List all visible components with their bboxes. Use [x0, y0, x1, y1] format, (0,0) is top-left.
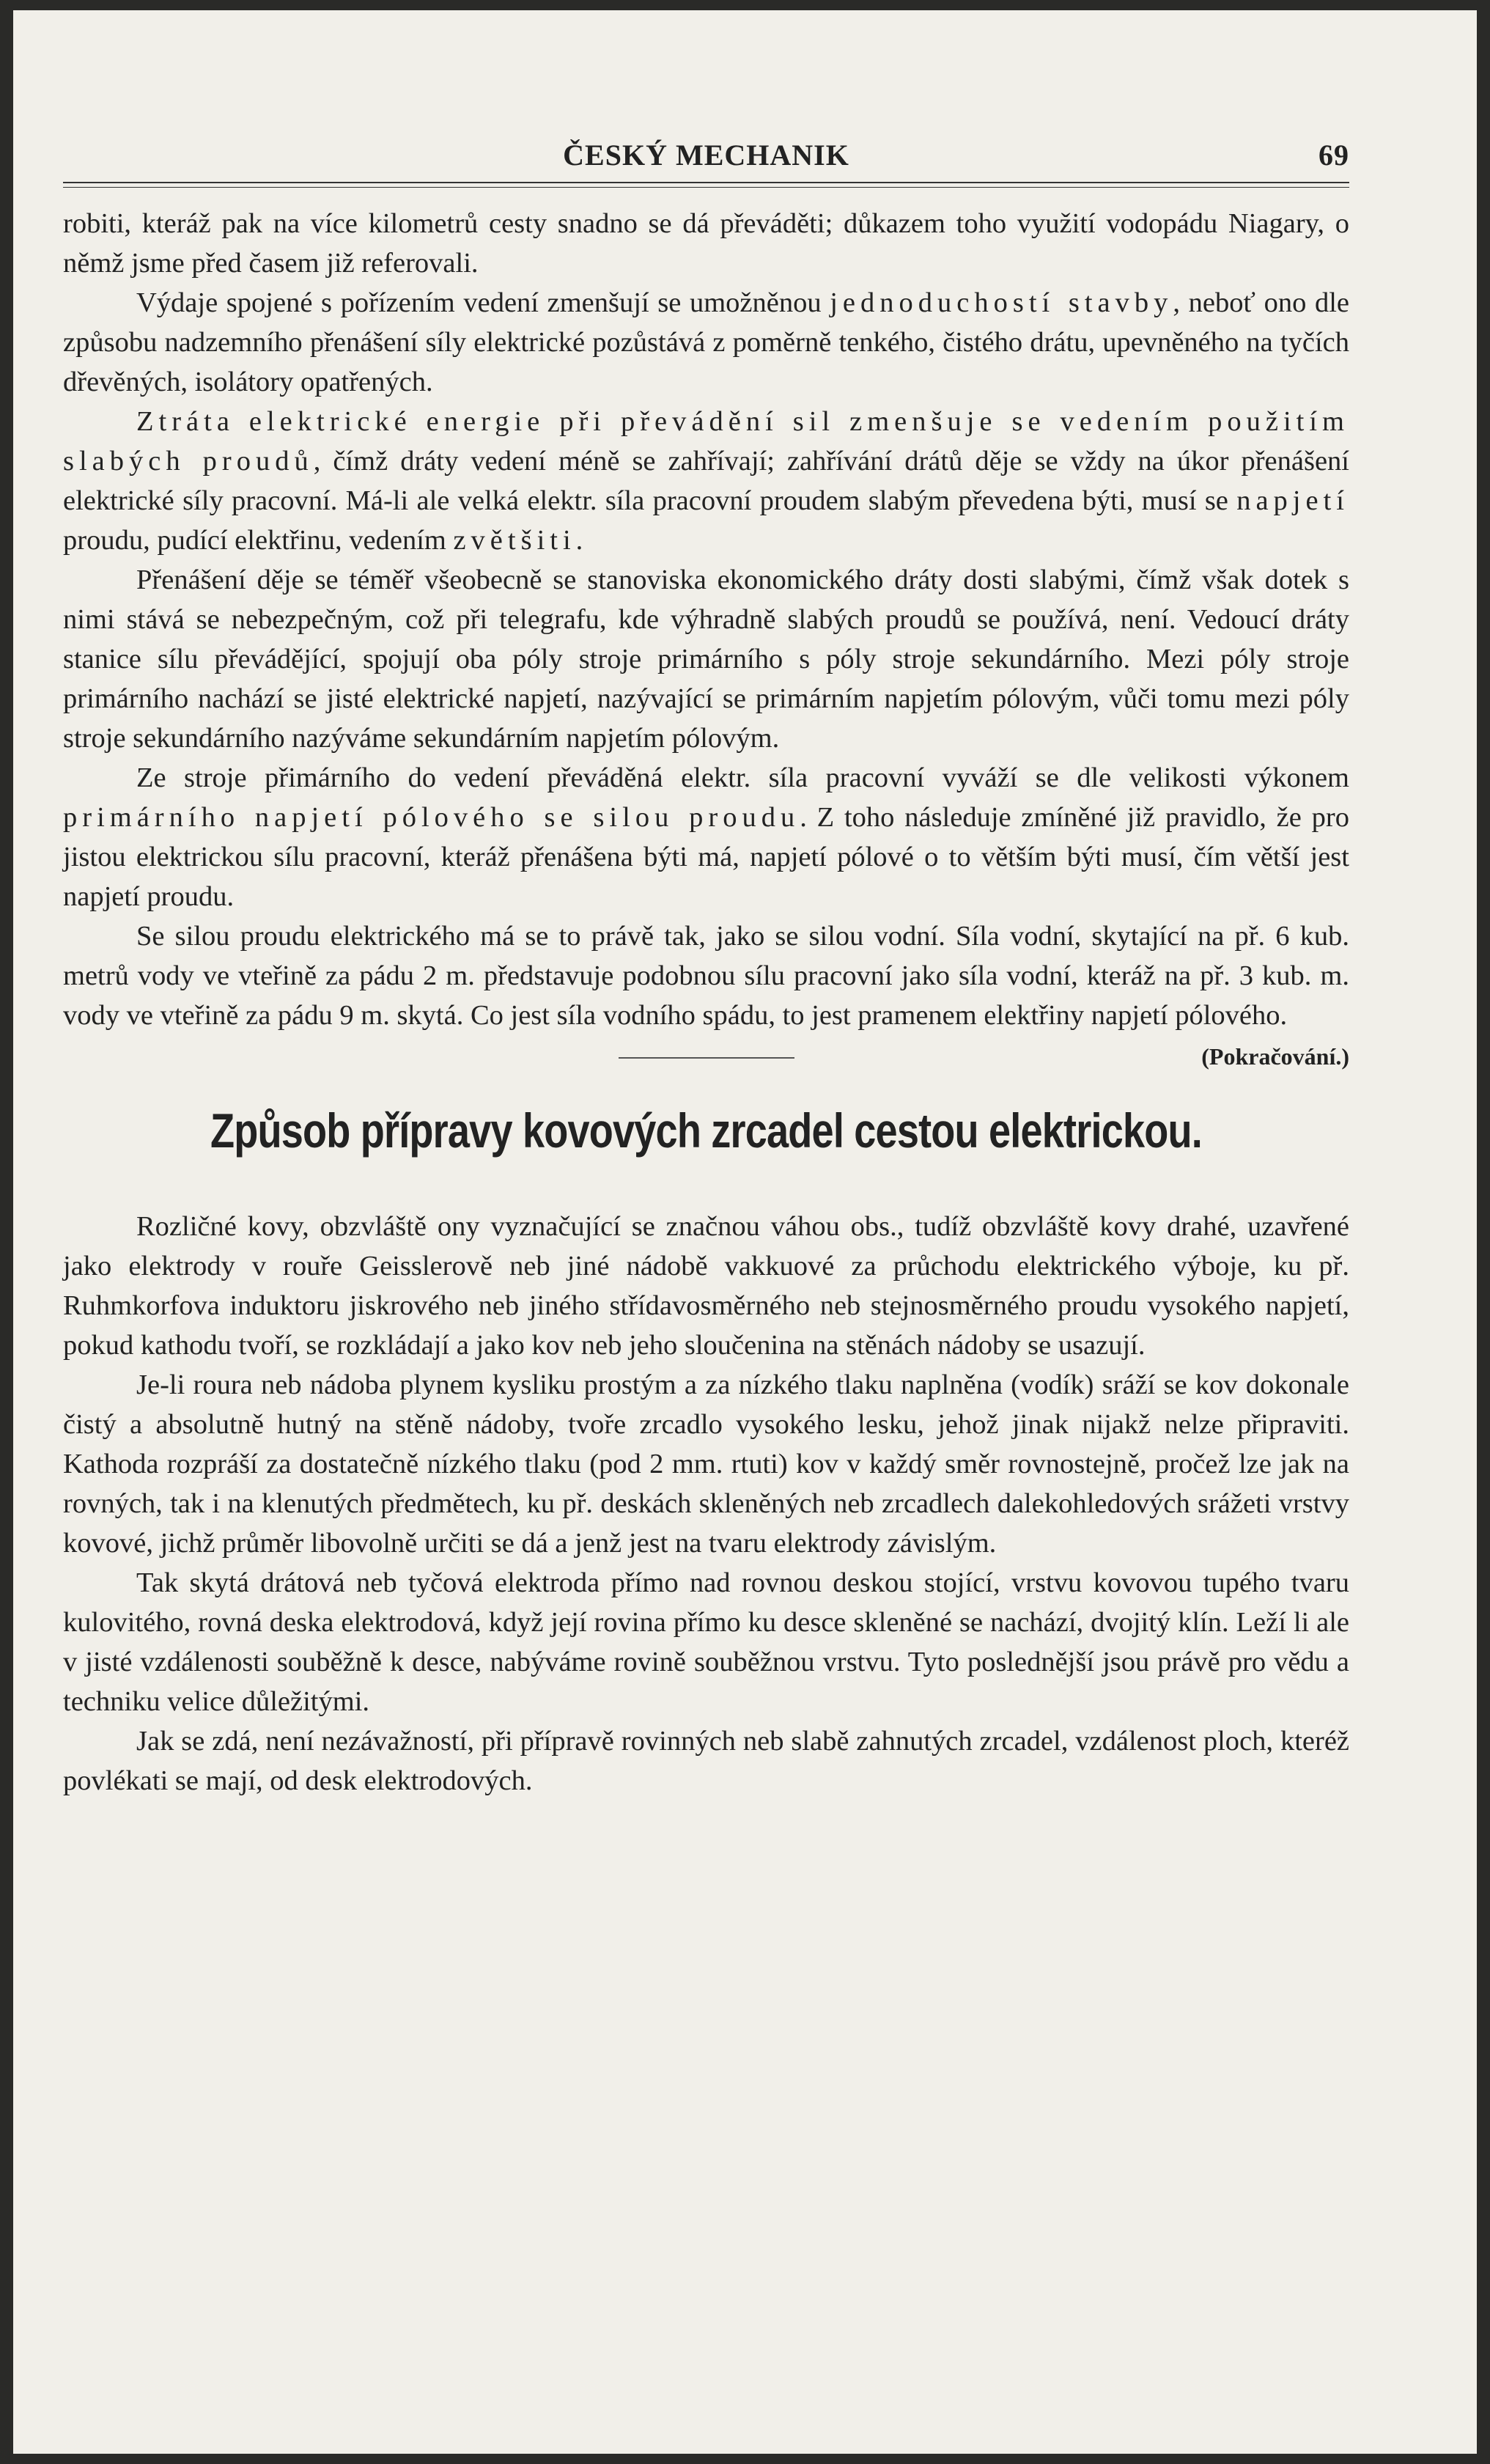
article2-heading: Způsob přípravy kovových zrcadel cestou elektrickou.: [210, 1103, 1202, 1158]
text-run: , neboť ono dle způsobu nadzemního přenášení síly elektrické pozůstává z poměrně tenkého, čistého drátu, upevněného na tyčích dřevěných, isolátory opatřených.: [63, 287, 1349, 397]
page: [13, 10, 1477, 2454]
article1-paragraph-5: [63, 758, 1349, 916]
emphasis: primárního napjetí pólového se silou proudu: [63, 802, 800, 833]
emphasis: Ztráta elektrické energie při převádění sil zmenšuje se vedením použitím slabých proudů: [63, 406, 1349, 477]
emphasis: zvětšiti: [453, 525, 576, 556]
continued-note: (Pokračování.): [1201, 1043, 1349, 1070]
page-number: 69: [1318, 139, 1349, 172]
article1-paragraph-4: Přenášení děje se téměř všeobecně se stanoviska ekonomického dráty dosti slabými, čímž však dotek s nimi stává se nebezpečným, což při telegrafu, kde výhradně slabých proudů se používá, není. Vedoucí dráty stanice sílu převádějící, spojují oba póly stroje primárního s póly stroje sekundárního. Mezi póly stroje primárního nachází se jisté elektrické napjetí, nazývající se primárním napjetím pólovým, vůči tomu mezi póly stroje sekundárního nazýváme sekundárním napjetím pólovým.: [63, 564, 1349, 754]
article2-paragraph-3: Tak skytá drátová neb tyčová elektroda přímo nad rovnou deskou stojící, vrstvu kovovou tupého tvaru kulovitého, rovná deska elektrodová, když její rovina přímo ku desce skleněné se nachází, dvojitý klín. Leží li ale v jisté vzdálenosti souběžně k desce, nabýváme rovině souběžnou vrstvu. Tyto poslednější jsou právě pro vědu a techniku velice důležitými.: [63, 1567, 1349, 1717]
article1-paragraph-1: robiti, kteráž pak na více kilometrů cesty snadno se dá převáděti; důkazem toho využití vodopádu Niagary, o němž jsme před časem již referovali.: [63, 208, 1349, 279]
text-run: Se silou proudu elektrického má se to právě tak, jako se silou vodní. Síla vodní, skytající na př. 6 kub. metrů vody ve vteřině za pádu 2 m. představuje podobnou sílu pracovní jako síla vodní, kteráž na př. 3 kub. m. vody ve vteřině za pádu 9 m. skytá. Co jest síla vodního spádu, to jest pramenem elektřiny napjetí pólového.: [63, 921, 1349, 1031]
text-run: Ze stroje přimárního do vedení převáděná elektr. síla pracovní vyváží se dle velikosti výkonem: [136, 762, 1349, 793]
content: [63, 133, 1349, 1801]
text-run: .: [575, 525, 583, 556]
article1-paragraph-3: [63, 402, 1349, 560]
text-run: proudu, pudící elektřinu, vedením: [63, 525, 454, 556]
text-run: , čímž dráty vedení méně se zahřívají; zahřívání drátů děje se vždy na úkor přenášení elektrické síly pracovní. Má-li ale velká elektr. síla pracovní proudem slabým převedena býti, musí se: [63, 446, 1349, 516]
emphasis: napjetí: [1236, 485, 1349, 516]
section-separator: [619, 1057, 794, 1059]
running-head: [63, 133, 1349, 177]
journal-title: ČESKÝ MECHANIK: [563, 139, 849, 172]
article1-paragraph-2: [63, 283, 1349, 402]
header-rule: [63, 182, 1349, 188]
text-run: . Z toho následuje zmíněné již pravidlo, že pro jistou elektrickou sílu pracovní, kteráž přenášena býti má, napjetí pólové o to větším býti musí, čím větší jest napjetí proudu.: [63, 802, 1349, 912]
article1-paragraph-6: [63, 916, 1349, 1070]
emphasis: jednoduchostí stavby: [830, 287, 1173, 318]
article2-paragraph-2: Je-li roura neb nádoba plynem kysliku prostým a za nízkého tlaku naplněna (vodík) sráží se kov dokonale čistý a absolutně hutný na stěně nádoby, tvoře zrcadlo vysokého lesku, jehož jinak nijakž nelze připraviti. Kathoda rozpráší za dostatečně nízkého tlaku (pod 2 mm. rtuti) kov v každý směr rovnostejně, pročež lze jak na rovných, tak i na klenutých předmětech, ku př. deskách skleněných neb zrcadlech dalekohledových srážeti vrstvy kovové, jichž průměr libovolně určiti se dá a jenž jest na tvaru elektrody závislým.: [63, 1369, 1349, 1559]
article2-paragraph-1: Rozličné kovy, obzvláště ony vyznačující se značnou váhou obs., tudíž obzvláště kovy drahé, uzavřené jako elektrody v rouře Geisslerově neb jiné nádobě vakkuové za průchodu elektrického výboje, ku př. Ruhmkorfova induktoru jiskrového neb jiného střídavosměrného neb stejnosměrného proudu vysokého napjetí, pokud kathodu tvoří, se rozkládají a jako kov neb jeho sloučenina na stěnách nádoby se usazují.: [63, 1211, 1349, 1361]
text-run: Výdaje spojené s pořízením vedení zmenšují se umožněnou: [136, 287, 830, 318]
article2-paragraph-4: Jak se zdá, není nezávažností, při přípravě rovinných neb slabě zahnutých zrcadel, vzdálenost ploch, kteréž povlékati se mají, od desk elektrodových.: [63, 1726, 1349, 1796]
